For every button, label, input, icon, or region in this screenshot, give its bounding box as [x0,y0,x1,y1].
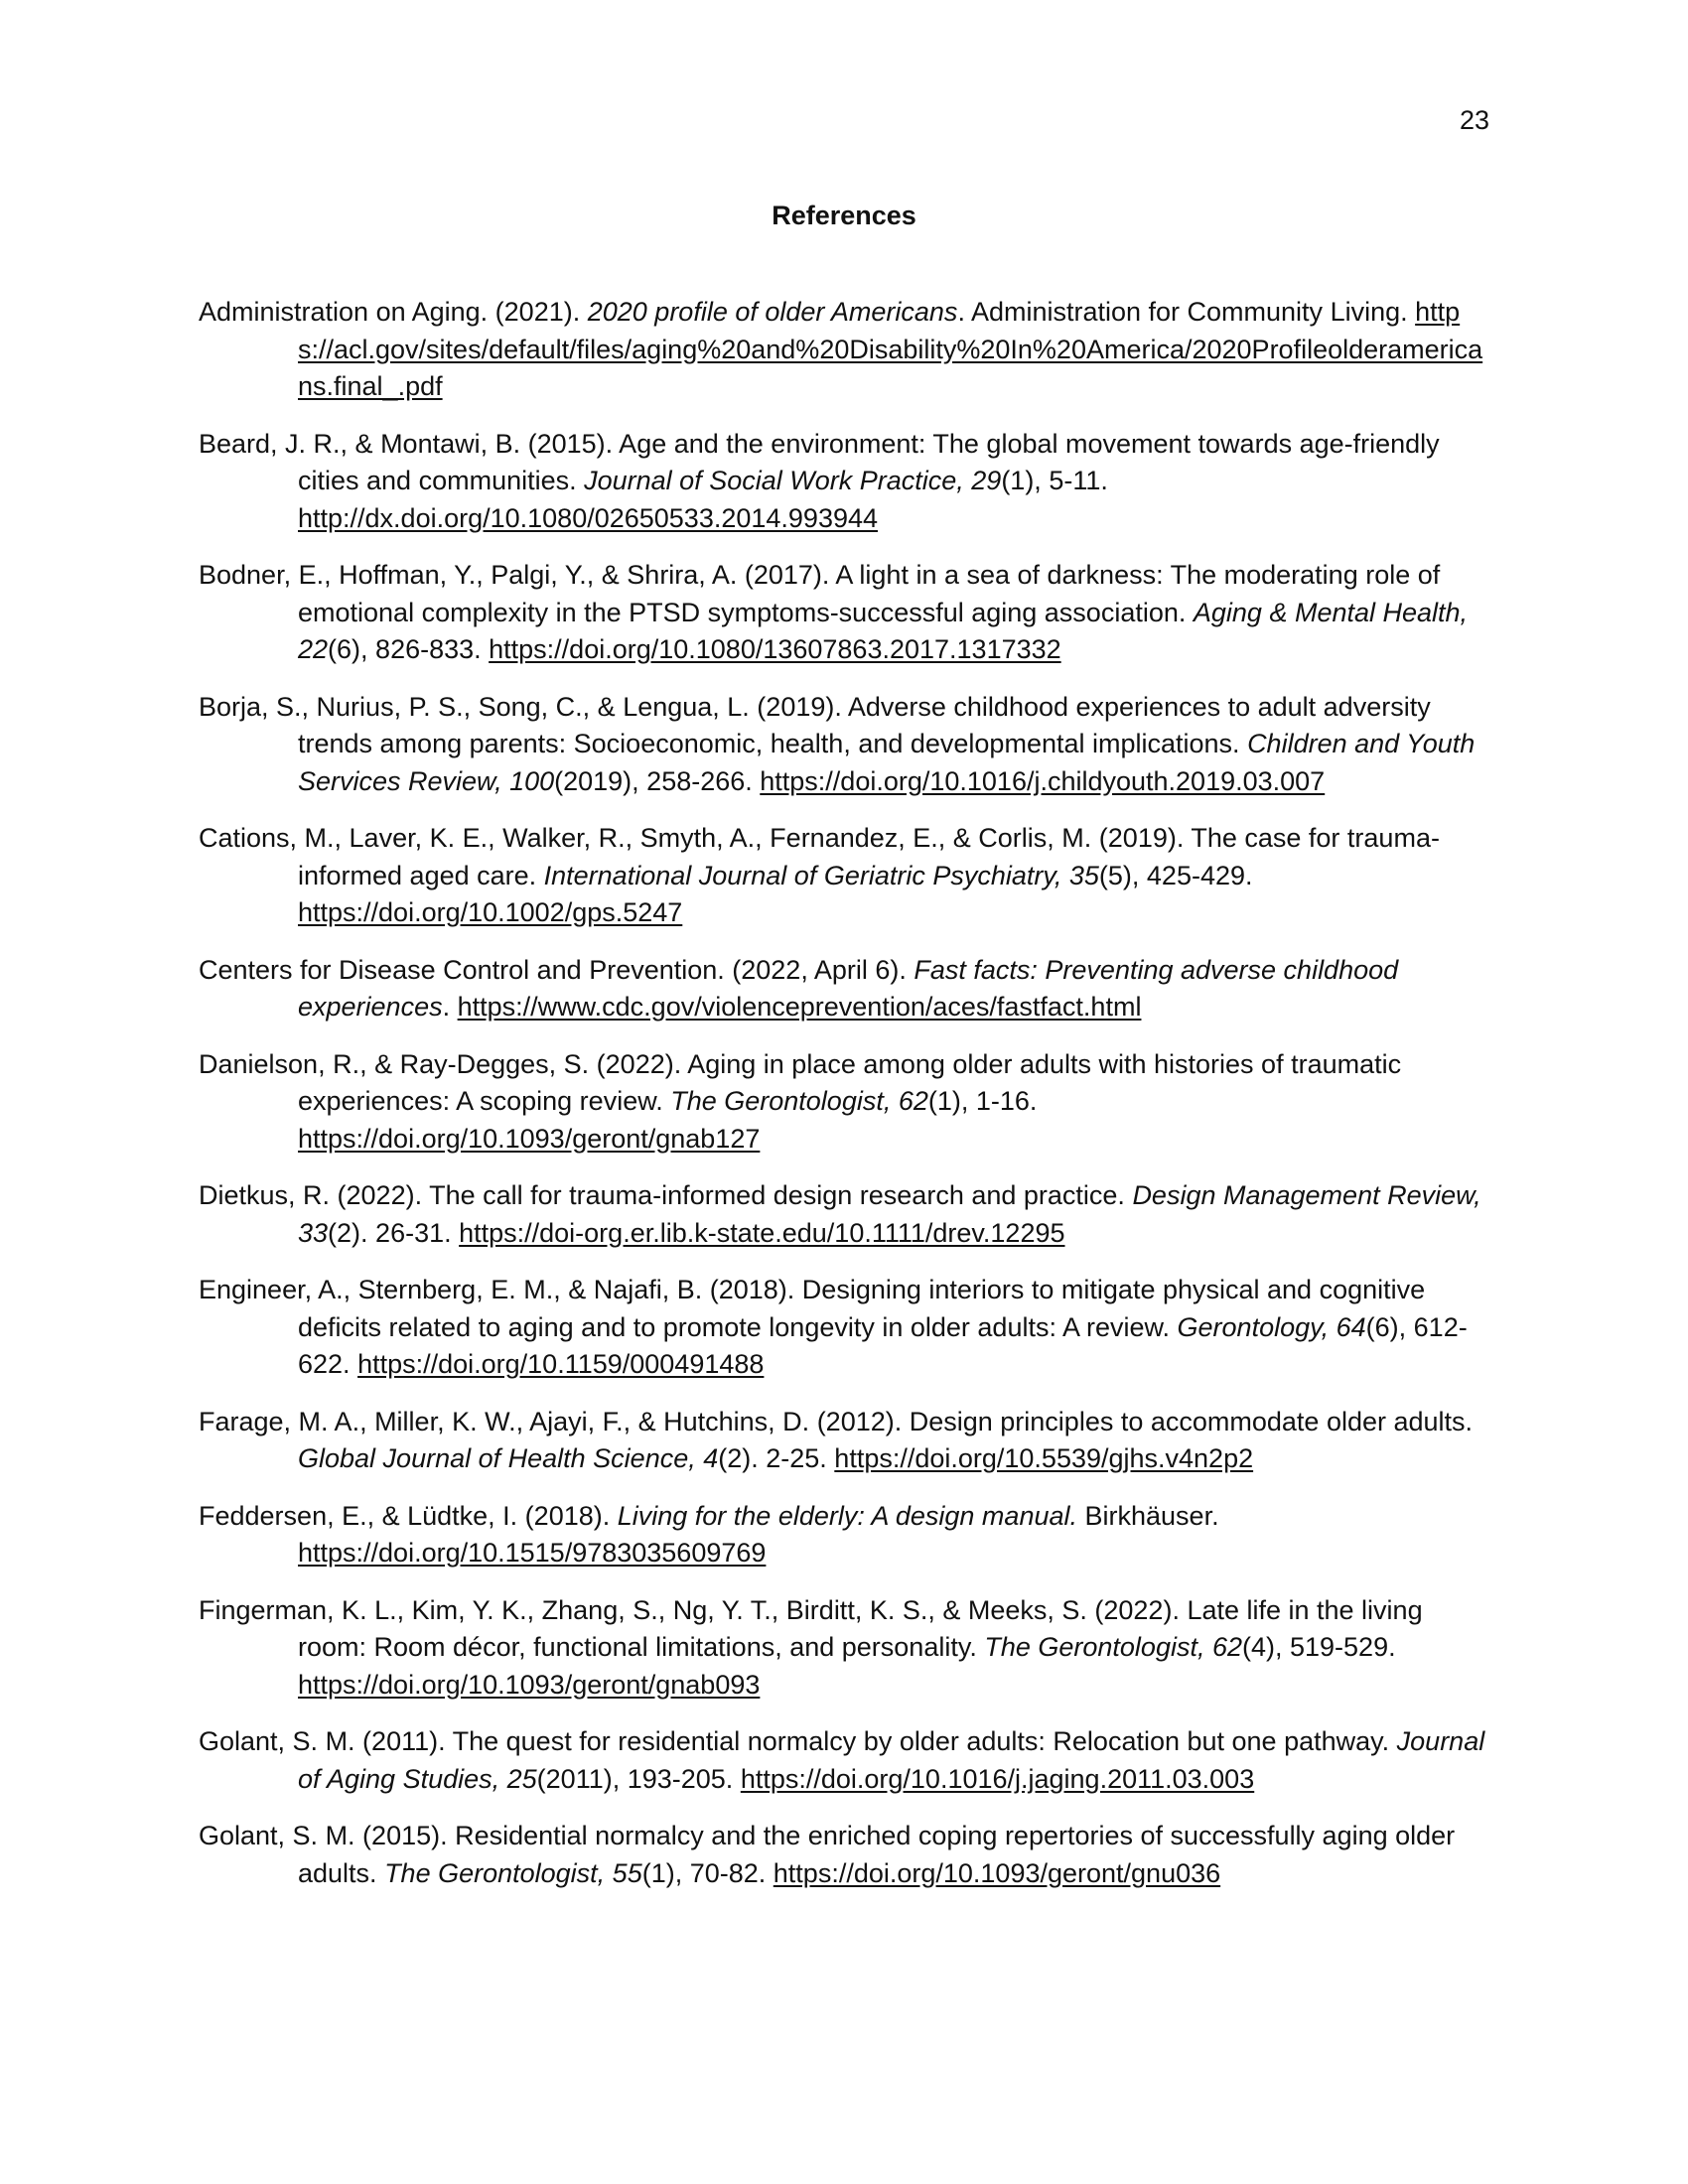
reference-text: Engineer, A., Sternberg, E. M., & Najafi, B. (2018). Designing interiors to mitigate physical and cognitive deficits related to aging and to promote longevity in older adults: A review. [199,1275,1426,1342]
reference-source: The Gerontologist, 55 [384,1857,642,1888]
reference-entry [199,952,1489,1026]
reference-details: (2011), 193-205. [536,1763,741,1794]
reference-entry [199,1272,1489,1384]
reference-entry [199,1177,1489,1252]
reference-link[interactable]: https://www.cdc.gov/violenceprevention/aces/fastfact.html [457,992,1142,1022]
reference-text: Danielson, R., & Ray-Degges, S. (2022). Aging in place among older adults with histories of traumatic experiences: A scoping review. [199,1048,1402,1116]
reference-text: Bodner, E., Hoffman, Y., Palgi, Y., & Shrira, A. (2017). A light in a sea of darkness: The moderating role of emotional complexity in the PTSD symptoms-successful aging association. [199,560,1441,627]
reference-text: Feddersen, E., & Lüdtke, I. (2018). [199,1500,618,1531]
reference-entry [199,1404,1489,1478]
reference-link[interactable]: https://doi.org/10.1093/geront/gnab127 [298,1123,761,1154]
reference-link[interactable]: https://doi.org/10.1016/j.childyouth.2019.03.007 [760,765,1326,796]
reference-entry [199,1818,1489,1892]
reference-details: (2019), 258-266. [554,765,761,796]
reference-link[interactable]: https://doi.org/10.5539/gjhs.v4n2p2 [834,1443,1254,1473]
page-number: 23 [1459,105,1489,135]
reference-details: (6), 826-833. [328,634,490,664]
reference-text: Farage, M. A., Miller, K. W., Ajayi, F., & Hutchins, D. (2012). Design principles to accommodate older adults. [199,1406,1474,1436]
reference-details: (1), 1-16. [927,1086,1038,1116]
reference-source: Design Management Review, 33 [298,1180,1481,1248]
reference-source: The Gerontologist, 62 [670,1086,928,1116]
reference-entry [199,1723,1489,1798]
reference-link[interactable]: https://doi.org/10.1080/13607863.2017.1317332 [489,634,1061,664]
reference-text: Cations, M., Laver, K. E., Walker, R., Smyth, A., Fernandez, E., & Corlis, M. (2019). The case for trauma-informed aged care. [199,823,1440,890]
reference-entry [199,426,1489,538]
reference-text: Administration on Aging. (2021). [199,297,588,327]
reference-entry [199,689,1489,801]
reference-source: International Journal of Geriatric Psychiatry, 35 [543,860,1099,890]
reference-details: (2). 2-25. [718,1443,835,1473]
reference-details: (6), 612-622. [298,1311,1468,1379]
reference-link[interactable]: https://doi.org/10.1515/9783035609769 [298,1538,767,1568]
reference-link[interactable]: https://doi.org/10.1016/j.jaging.2011.03.003 [740,1763,1255,1794]
reference-details: . Administration for Community Living. [957,297,1416,327]
reference-text: Borja, S., Nurius, P. S., Song, C., & Lengua, L. (2019). Adverse childhood experiences to adult adversity trends among parents: Socioeconomic, health, and developmental implications. [199,691,1431,758]
reference-text: Centers for Disease Control and Prevention. (2022, April 6). [199,954,914,985]
reference-details: (1), 5-11. [1001,466,1108,495]
reference-text: Fingerman, K. L., Kim, Y. K., Zhang, S., Ng, Y. T., Birditt, K. S., & Meeks, S. (2022). Late life in the living room: Room décor, functional limitations, and personality. [199,1594,1423,1662]
reference-source: Global Journal of Health Science, 4 [298,1443,719,1473]
reference-source: Children and Youth Services Review, 100 [298,729,1476,796]
reference-details: Birkhäuser. [1077,1500,1219,1531]
reference-entry [199,1592,1489,1705]
reference-details: (5), 425-429. [1098,860,1253,890]
reference-source: Journal of Aging Studies, 25 [298,1726,1485,1794]
reference-link[interactable]: https://doi.org/10.1093/geront/gnab093 [298,1669,761,1700]
reference-source: The Gerontologist, 62 [984,1632,1242,1662]
reference-link[interactable]: https://acl.gov/sites/default/files/aging%20and%20Disability%20In%20America/2020Profileolderamericans.final_.pdf [298,297,1483,401]
reference-link[interactable]: https://doi-org.er.lib.k-state.edu/10.1111/drev.12295 [459,1217,1065,1248]
reference-text: Dietkus, R. (2022). The call for trauma-informed design research and practice. [199,1180,1133,1210]
reference-link[interactable]: https://doi.org/10.1002/gps.5247 [298,897,683,927]
reference-details: . [442,992,458,1022]
reference-details: (1), 70-82. [641,1857,774,1888]
reference-text: Beard, J. R., & Montawi, B. (2015). Age and the environment: The global movement towards age-friendly cities and communities. [199,428,1440,495]
reference-entry [199,820,1489,932]
page-title: References [772,201,916,230]
reference-source: Fast facts: Preventing adverse childhood experiences [298,954,1399,1022]
reference-details: (4), 519-529. [1242,1632,1396,1662]
reference-source: Gerontology, 64 [1177,1311,1366,1342]
reference-link[interactable]: http://dx.doi.org/10.1080/02650533.2014.993944 [298,502,879,533]
reference-source: 2020 profile of older Americans [587,297,958,327]
reference-text: Golant, S. M. (2015). Residential normalcy and the enriched coping repertories of successfully aging older adults. [199,1821,1456,1888]
reference-link[interactable]: https://doi.org/10.1159/000491488 [357,1349,765,1379]
reference-entry [199,1498,1489,1572]
reference-text: Golant, S. M. (2011). The quest for residential normalcy by older adults: Relocation but one pathway. [199,1726,1397,1756]
reference-details: (2). 26-31. [328,1217,460,1248]
reference-entry [199,1046,1489,1159]
reference-link[interactable]: https://doi.org/10.1093/geront/gnu036 [773,1857,1221,1888]
reference-entry [199,557,1489,669]
reference-source: Journal of Social Work Practice, 29 [584,466,1002,495]
reference-source: Aging & Mental Health, 22 [298,597,1469,664]
reference-entry [199,294,1489,406]
reference-list [199,294,1489,1912]
reference-source: Living for the elderly: A design manual. [617,1500,1077,1531]
